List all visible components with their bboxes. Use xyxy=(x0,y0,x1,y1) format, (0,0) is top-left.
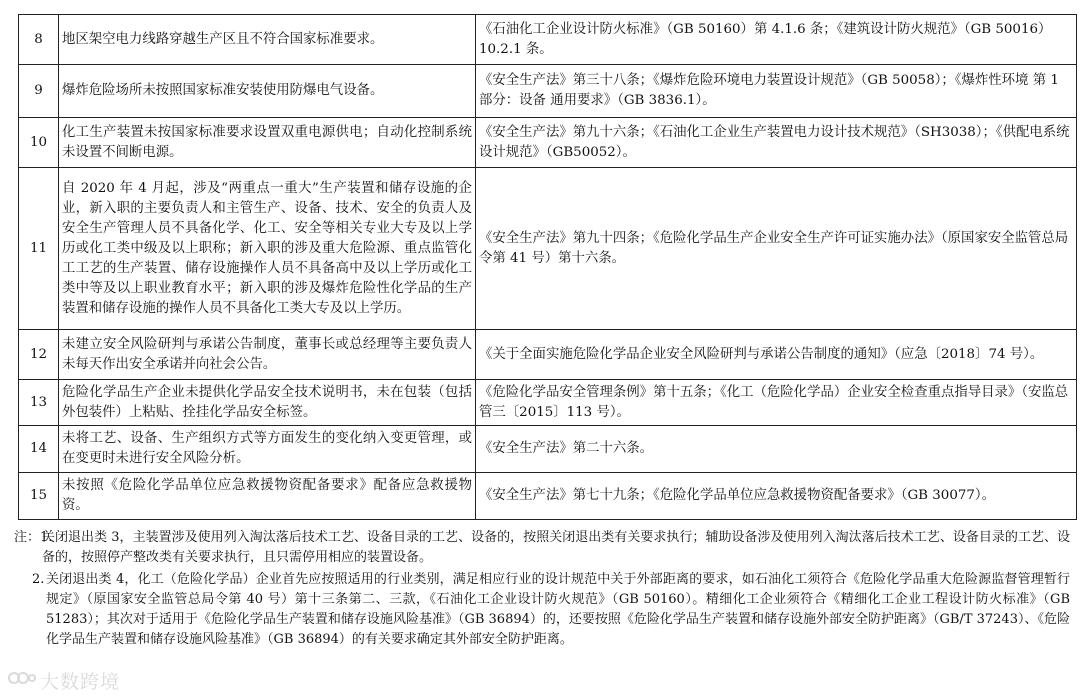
basis-cell: 《石油化工企业设计防火标准》（GB 50160）第 4.1.6 条；《建筑设计防火规范》（GB 50016）10.2.1 条。 xyxy=(476,15,1077,65)
issue-cell: 化工生产装置未按国家标准要求设置双重电源供电；自动化控制系统未设置不间断电源。 xyxy=(59,118,476,168)
notes-section xyxy=(14,528,1070,650)
note-item xyxy=(14,528,1070,568)
table-row xyxy=(19,15,1077,65)
basis-cell: 《安全生产法》第二十六条。 xyxy=(476,426,1077,473)
watermark-logo-icon xyxy=(8,666,36,694)
row-number: 13 xyxy=(19,380,59,426)
issue-cell: 爆炸危险场所未按照国家标准安装使用防爆电气设备。 xyxy=(59,65,476,118)
table-row xyxy=(19,473,1077,520)
note-text: 关闭退出类 4，化工（危险化学品）企业首先应按照适用的行业类别，满足相应行业的设计规范中关于外部距离的要求，如石油化工须符合《危险化学品重大危险源监督管理暂行规定》（原国家安全监管总局令第 40 号）第十三条第二、三款，《石油化工企业设计防火规范》（GB 50160）。精细化工企业须符合《精细化工企业工程设计防火标准》（GB 51283）；其次对于适用于《危险化学品生产装置和储存设施风险基准》（GB 36894）的，还要按照《危险化学品生产装置和储存设施外部安全防护距离》（GB/T 37243）、《危险化学品生产装置和储存设施风险基准》（GB 36894）的有关要求确定其外部安全防护距离。 xyxy=(46,572,1070,647)
note-item xyxy=(14,570,1070,650)
watermark-text: 大数跨境 xyxy=(40,670,121,693)
issue-cell: 未建立安全风险研判与承诺公告制度，董事长或总经理等主要负责人未每天作出安全承诺并向社会公告。 xyxy=(59,330,476,380)
table-row xyxy=(19,426,1077,473)
basis-cell: 《危险化学品安全管理条例》第十五条；《化工（危险化学品）企业安全检查重点指导目录》（安监总管三〔2015〕113 号）。 xyxy=(476,380,1077,426)
row-number: 15 xyxy=(19,473,59,520)
basis-cell: 《安全生产法》第三十八条；《爆炸危险环境电力装置设计规范》（GB 50058）；《爆炸性环境 第 1 部分：设备 通用要求》（GB 3836.1）。 xyxy=(476,65,1077,118)
row-number: 11 xyxy=(19,168,59,330)
row-number: 9 xyxy=(19,65,59,118)
table-row xyxy=(19,330,1077,380)
issue-cell: 危险化学品生产企业未提供化学品安全技术说明书，未在包装（包括外包装件）上粘贴、拴挂化学品安全标签。 xyxy=(59,380,476,426)
basis-cell: 《关于全面实施危险化学品企业安全风险研判与承诺公告制度的通知》（应急〔2018〕74 号）。 xyxy=(476,330,1077,380)
issue-cell: 未将工艺、设备、生产组织方式等方面发生的变化纳入变更管理，或在变更时未进行安全风险分析。 xyxy=(59,426,476,473)
basis-cell: 《安全生产法》第九十六条；《石油化工企业生产装置电力设计技术规范》（SH3038）；《供配电系统设计规范》（GB50052）。 xyxy=(476,118,1077,168)
note-prefix: 2. xyxy=(32,572,45,587)
row-number: 10 xyxy=(19,118,59,168)
table-row xyxy=(19,168,1077,330)
table-row xyxy=(19,65,1077,118)
issue-cell: 未按照《危险化学品单位应急救援物资配备要求》配备应急救援物资。 xyxy=(59,473,476,520)
table-row xyxy=(19,380,1077,426)
basis-cell: 《安全生产法》第七十九条；《危险化学品单位应急救援物资配备要求》（GB 30077）。 xyxy=(476,473,1077,520)
note-prefix: 注：1. xyxy=(14,530,53,545)
watermark xyxy=(8,664,120,696)
regulation-table xyxy=(18,14,1077,520)
issue-cell: 地区架空电力线路穿越生产区且不符合国家标准要求。 xyxy=(59,15,476,65)
basis-cell: 《安全生产法》第九十四条；《危险化学品生产企业安全生产许可证实施办法》（原国家安全监管总局令第 41 号）第十六条。 xyxy=(476,168,1077,330)
row-number: 8 xyxy=(19,15,59,65)
row-number: 12 xyxy=(19,330,59,380)
row-number: 14 xyxy=(19,426,59,473)
note-text: 关闭退出类 3，主装置涉及使用列入淘汰落后技术工艺、设备目录的工艺、设备的，按照关闭退出类有关要求执行；辅助设备涉及使用列入淘汰落后技术工艺、设备目录的工艺、设备的，按照停产整改类有关要求执行，且只需停用相应的装置设备。 xyxy=(42,530,1070,565)
table-row xyxy=(19,118,1077,168)
issue-cell: 自 2020 年 4 月起，涉及“两重点一重大”生产装置和储存设施的企业，新入职的主要负责人和主管生产、设备、技术、安全的负责人及安全生产管理人员不具备化学、化工、安全等相关专业大专及以上学历或化工类中级及以上职称；新入职的涉及重大危险源、重点监管化工工艺的生产装置、储存设施操作人员不具备高中及以上学历或化工类中等及以上职业教育水平；新入职的涉及爆炸危险性化学品的生产装置和储存设施的操作人员不具备化工类大专及以上学历。 xyxy=(59,168,476,330)
